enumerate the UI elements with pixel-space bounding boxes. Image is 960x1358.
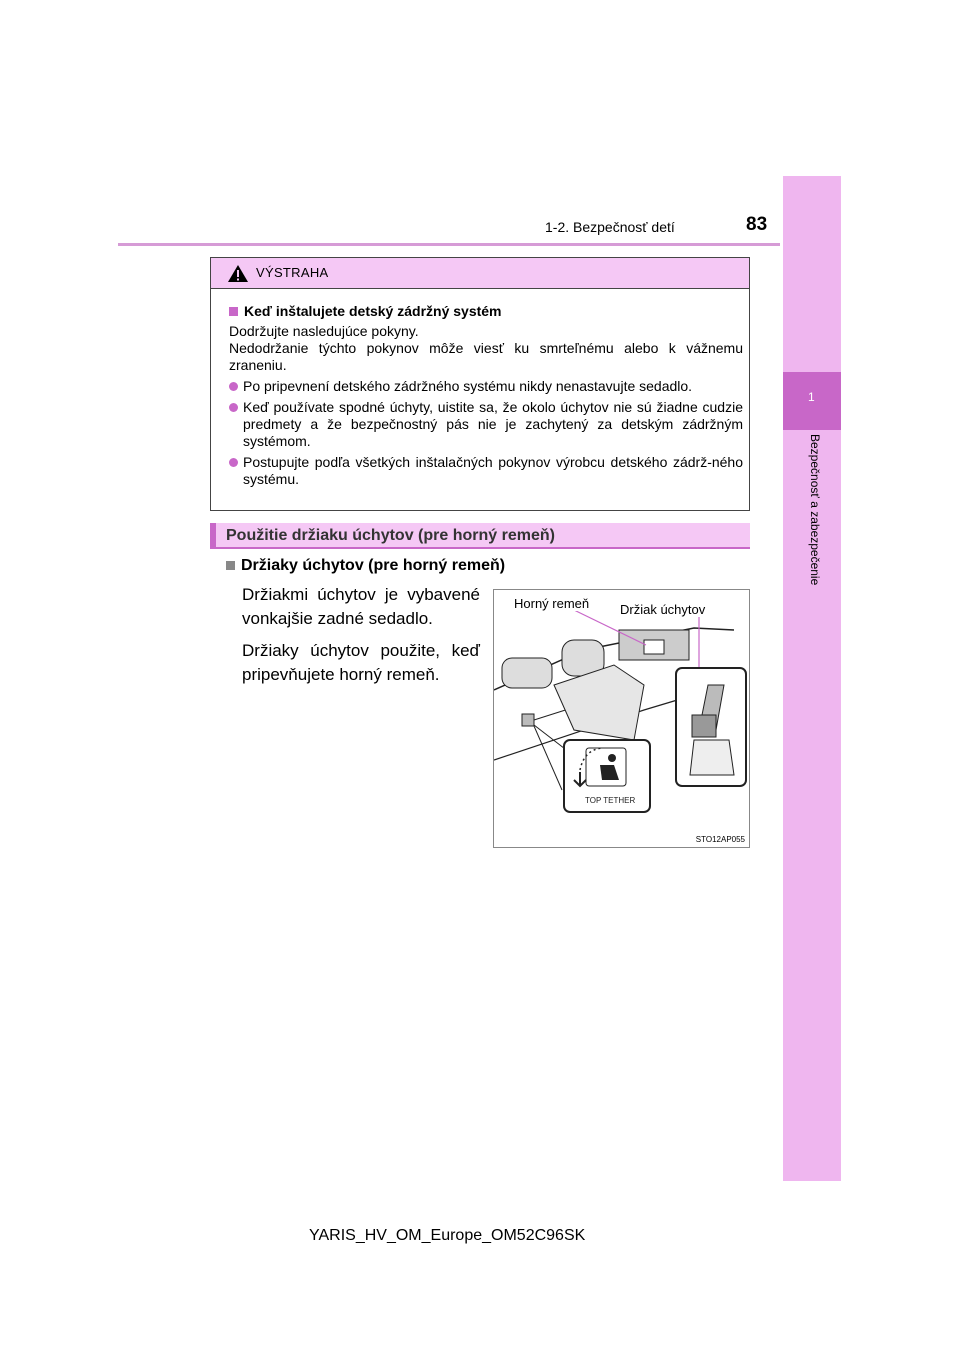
side-tab-number: 1 [808,390,815,404]
warning-intro-2: Nedodržanie týchto pokynov môže viesť ku smrteľnému alebo k vážnemu zraneniu. [229,340,743,373]
list-item-text: Postupujte podľa všetkých inštalačných pokynov výrobcu detského zádrž-ného systému. [243,454,743,487]
warning-box [210,257,750,511]
warning-intro-1: Dodržujte nasledujúce pokyny. [229,323,419,339]
header-rule [118,243,780,246]
subheading-text: Držiaky úchytov (pre horný remeň) [241,557,506,574]
top-tether-badge: TOP TETHER [585,796,636,805]
list-item-text: Po pripevnení detského zádržného systému nikdy nenastavujte sedadlo. [243,378,693,394]
rear-seat-tether-illustration [494,590,749,847]
label-top-strap: Horný remeň [514,596,590,611]
body-text [242,583,480,695]
paragraph: Držiaky úchytov použite, keď pripevňujete horný remeň. [242,641,480,684]
square-bullet-icon [229,307,238,316]
list-item-text: Keď používate spodné úchyty, uistite sa, že okolo úchytov nie sú žiadne cudzie predmety a že bezpečnostný pás nie je zachytený za detským zádržným systémom. [243,399,743,449]
list-item [229,454,743,488]
list-item [229,399,743,450]
bullet-icon [229,458,238,467]
section-heading: Použitie držiaku úchytov (pre horný remeň) [226,527,555,544]
warning-intro [229,323,743,374]
warning-title: VÝSTRAHA [256,265,329,280]
section-title: 1-2. Bezpečnosť detí [545,219,675,235]
square-bullet-icon [226,561,235,570]
side-tab [783,176,841,1181]
bullet-icon [229,382,238,391]
warning-header [211,258,749,289]
footer-code: YARIS_HV_OM_Europe_OM52C96SK [309,1227,586,1244]
page-number: 83 [746,214,768,235]
side-tab-label-wrap [802,434,822,624]
bullet-icon [229,403,238,412]
list-item [229,378,743,395]
warning-triangle-icon [227,264,249,283]
paragraph: Držiakmi úchytov je vybavené vonkajšie zadné sedadlo. [242,585,480,628]
label-anchor-holder: Držiak úchytov [620,602,706,617]
side-tab-label: Bezpečnosť a zabezpečenie [808,434,822,586]
figure-code: STO12AP055 [695,835,745,844]
warning-heading-row [229,303,743,320]
section-heading-bar [210,523,750,549]
warning-heading: Keď inštalujete detský zádržný systém [244,303,502,319]
subheading [226,557,505,575]
warning-content [229,303,743,492]
figure-illustration [493,589,750,848]
side-tab-chapter [783,372,841,430]
